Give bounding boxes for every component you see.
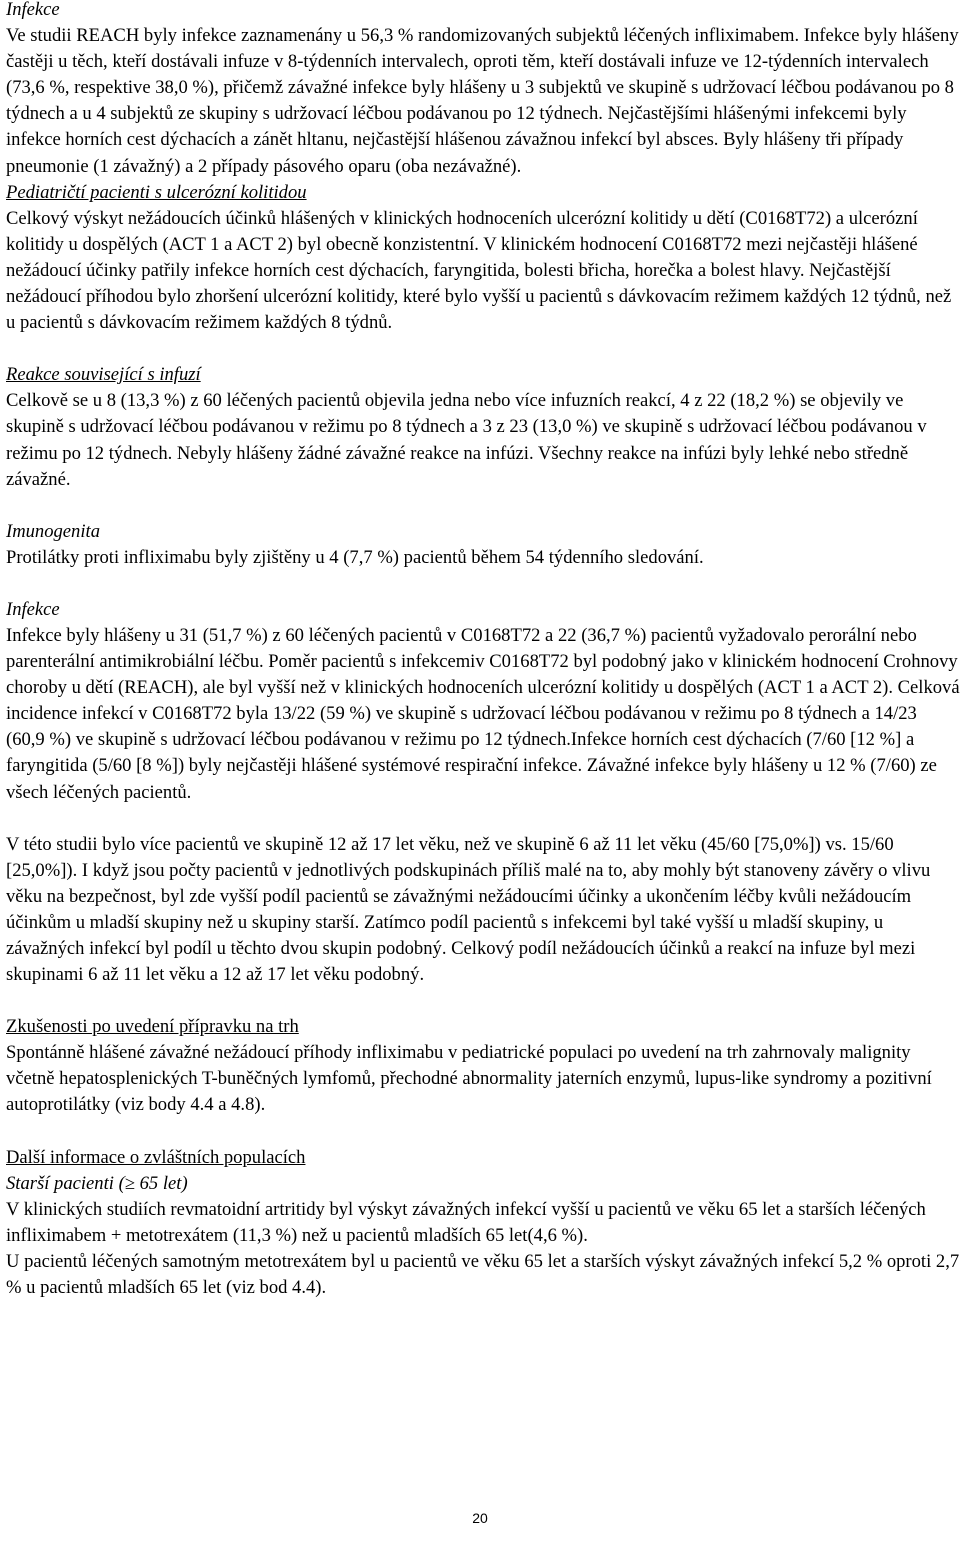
paragraph-infekce-reach: Ve studii REACH byly infekce zaznamenány u 56,3 % randomizovaných subjektů léčených infliximabem. Infekce byly hlášeny častěji u těch, kteří dostávali infuze v 8-týdenních intervalech, oproti těm, kteří dostávali infuze ve 12-týdenních intervalech (73,6 %, respektive 38,0 %), přičemž závažné infekce byly hlášeny u 3 subjektů ve skupině s udržovací léčbou podávanou po 8 týdnech a u 4 subjektů ze skupiny s udržovací léčbou podávanou po 12 týdnech. Nejčastějšími hlášenými infekcemi byly infekce horních cest dýchacích a zánět hltanu, nejčastější hlášenou závažnou infekcí byl absces. Byly hlášeny tři případy pneumonie (1 závažný) a 2 případy pásového oparu (oba nezávažné). bbox=[6, 25, 959, 177]
spacer bbox=[6, 806, 960, 832]
spacer bbox=[6, 493, 960, 519]
document-page bbox=[6, 0, 960, 1301]
paragraph-infekce-uc: Infekce byly hlášeny u 31 (51,7 %) z 60 léčených pacientů v C0168T72 a 22 (36,7 %) pacientů vyžadovalo perorální nebo parenterální antimikrobiální léčbu. Poměr pacientů s infekcemiv C0168T72 byl podobný jako v klinickém hodnocení Crohnovy choroby u dětí (REACH), ale byl vyšší než v klinických hodnoceních ulcerózní kolitidy u dospělých (ACT 1 a ACT 2). Celková incidence infekcí v C0168T72 byla 13/22 (59 %) ve skupině s udržovací léčbou podávanou v režimu po 8 týdnech a 14/23 (60,9 %) ve skupině s udržovací léčbou podávanou v režimu po 12 týdnech.Infekce horních cest dýchacích (7/60 [12 %] a faryngitida (5/60 [8 %]) byly nejčastěji hlášené systémové respirační infekce. Závažné infekce byly hlášeny u 12 % (7/60) ze všech léčených pacientů. bbox=[6, 624, 960, 803]
paragraph-immunogenicity: Protilátky proti infliximabu byly zjištěny u 4 (7,7 %) pacientů během 54 týdenního sledování. bbox=[6, 546, 704, 568]
section-heading-infekce-uc: Infekce bbox=[6, 598, 60, 620]
spacer bbox=[6, 336, 960, 362]
paragraph-infusion-reactions: Celkově se u 8 (13,3 %) z 60 léčených pacientů objevila jedna nebo více infuzních reakcí, 4 z 22 (18,2 %) se objevily ve skupině s udržovací léčbou podávanou v režimu po 8 týdnech a 3 z 23 (13,0 %) ve skupině s udržovací léčbou podávanou v režimu po 12 týdnech. Nebyly hlášeny žádné závažné reakce na infúzi. Všechny reakce na infúzi byly lehké nebo středně závažné. bbox=[6, 390, 927, 490]
page-number: 20 bbox=[472, 1510, 488, 1526]
section-heading-immunogenicity: Imunogenita bbox=[6, 520, 100, 542]
paragraph-age-groups: V této studii bylo více pacientů ve skupině 12 až 17 let věku, než ve skupině 6 až 11 let věku (45/60 [75,0%]) vs. 15/60 [25,0%]). I když jsou počty pacientů v jednotlivých podskupinách příliš malé na to, aby mohly být stanoveny závěry o vlivu věku na bezpečnost, byl zde vyšší podíl pacientů se závažnými nežádoucími účinky a ukončením léčby kvůli nežádoucím účinkům u mladší skupiny než u skupiny starší. Zatímco podíl pacientů s infekcemi byl také vyšší u mladší skupiny, u závažných infekcí byl podíl u těchto dvou skupin podobný. Celkový podíl nežádoucích účinků a reakcí na infuze byl mezi skupinami 6 až 11 let věku a 12 až 17 let věku podobný. bbox=[6, 833, 931, 986]
section-heading-special-populations: Další informace o zvláštních populacích bbox=[6, 1146, 306, 1168]
paragraph-elderly-ra: V klinických studiích revmatoidní artritidy byl výskyt závažných infekcí vyšší u pacientů ve věku 65 let a starších léčených infliximabem + metotrexátem (11,3 %) než u pacientů mladších 65 let(4,6 %). bbox=[6, 1198, 926, 1246]
spacer bbox=[6, 571, 960, 597]
subheading-elderly-patients: Starší pacienti (≥ 65 let) bbox=[6, 1172, 188, 1194]
spacer bbox=[6, 988, 960, 1014]
paragraph-post-marketing: Spontánně hlášené závažné nežádoucí příhody infliximabu v pediatrické populaci po uvedení na trh zahrnovaly malignity včetně hepatosplenických T-buněčných lymfomů, přechodné abnormality jaterních enzymů, lupus-like syndromy a pozitivní autoprotilátky (viz body 4.4 a 4.8). bbox=[6, 1042, 932, 1116]
paragraph-pediatric-uc: Celkový výskyt nežádoucích účinků hlášených v klinických hodnoceních ulcerózní kolitidy u dětí (C0168T72) a ulcerózní kolitidy u dospělých (ACT 1 a ACT 2) byl obecně konzistentní. V klinickém hodnocení C0168T72 mezi nejčastěji hlášené nežádoucí účinky patřily infekce horních cest dýchacích, faryngitida, bolesti břicha, horečka a bolest hlavy. Nejčastější nežádoucí příhodou bylo zhoršení ulcerózní kolitidy, které bylo vyšší u pacientů s dávkovacím režimem každých 12 týdnů, než u pacientů s dávkovacím režimem každých 8 týdnů. bbox=[6, 207, 952, 334]
section-heading-infekce-reach: Infekce bbox=[6, 0, 60, 20]
section-heading-infusion-reactions: Reakce související s infuzí bbox=[6, 364, 201, 386]
spacer bbox=[6, 1119, 960, 1145]
paragraph-elderly-mtx: U pacientů léčených samotným metotrexátem byl u pacientů ve věku 65 let a starších výskyt závažných infekcí 5,2 % oproti 2,7 % u pacientů mladších 65 let (viz bod 4.4). bbox=[6, 1250, 960, 1299]
section-heading-post-marketing: Zkušenosti po uvedení přípravku na trh bbox=[6, 1016, 299, 1038]
section-heading-pediatric-uc: Pediatričtí pacienti s ulcerózní kolitidou bbox=[6, 181, 307, 203]
